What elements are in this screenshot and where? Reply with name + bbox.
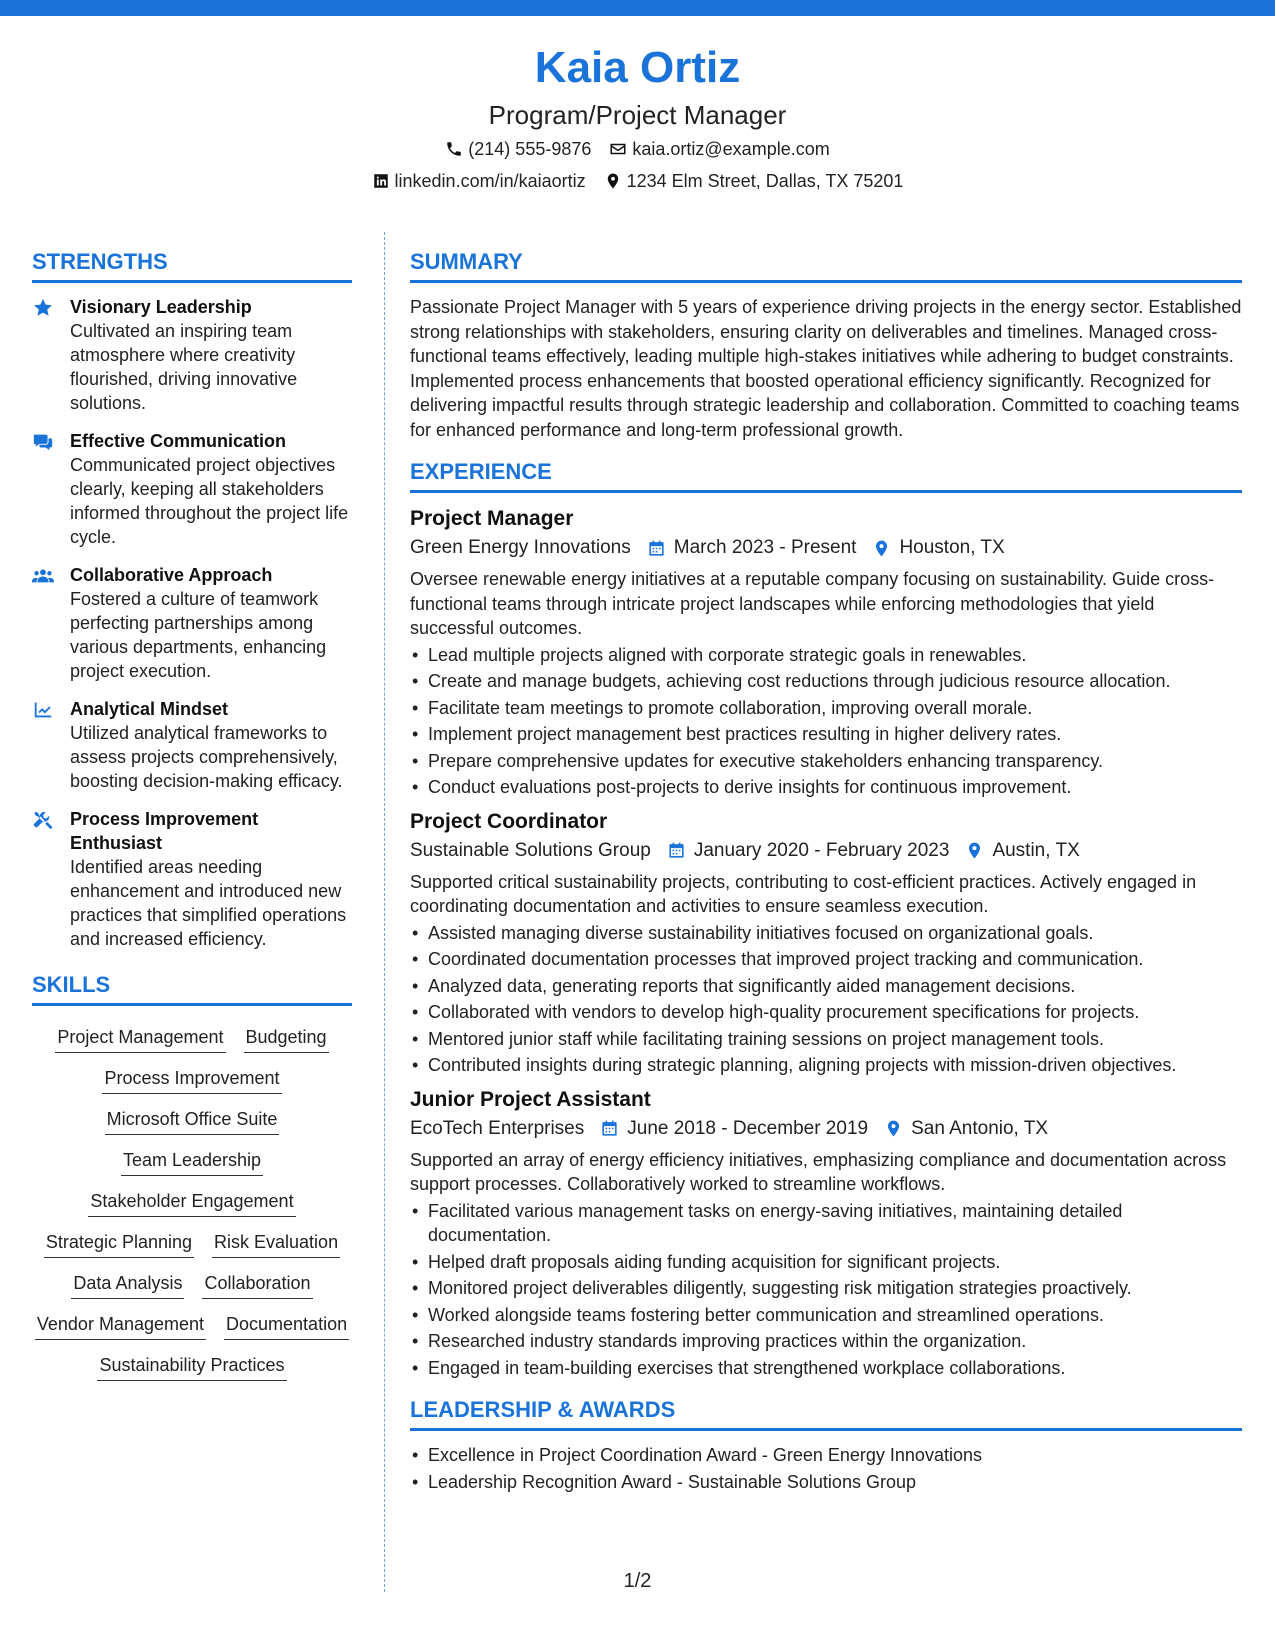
chart-line-icon [32, 699, 54, 721]
email-contact[interactable] [609, 134, 829, 164]
job-entry [410, 505, 1242, 800]
address-text: 1234 Elm Street, Dallas, TX 75201 [626, 171, 904, 191]
experience-heading: EXPERIENCE [410, 458, 1242, 493]
job-bullets [410, 643, 1242, 800]
contact-line-2 [0, 166, 1275, 196]
award-item: • Leadership Recognition Award - Sustainable Solutions Group [410, 1470, 1242, 1495]
job-title: Project Coordinator [410, 809, 608, 833]
job-meta [410, 533, 1242, 563]
job-meta [410, 1114, 1242, 1144]
job-company: Green Energy Innovations [410, 537, 631, 558]
address-contact [604, 166, 904, 196]
bullet-item: • Contributed insights during strategic planning, aligning projects with mission-driven objectives. [410, 1053, 1242, 1078]
bullet-item: • Worked alongside teams fostering better communication and streamlined operations. [410, 1303, 1242, 1328]
awards-list [410, 1443, 1242, 1494]
strength-item [32, 295, 352, 415]
strength-title: Process Improvement Enthusiast [70, 809, 259, 853]
job-bullets [410, 921, 1242, 1078]
bullet-item: • Mentored junior staff while facilitating training sessions on project management tools. [410, 1027, 1242, 1052]
job-dates: March 2023 - Present [673, 537, 857, 558]
chat-icon [32, 431, 54, 453]
job-title: Project Manager [410, 507, 574, 530]
bullet-item: • Create and manage budgets, achieving cost reductions through judicious resource allocation. [410, 669, 1242, 694]
linkedin-text: linkedin.com/in/kaiaortiz [394, 171, 586, 191]
skill-tag: Stakeholder Engagement [88, 1188, 295, 1217]
skill-tag: Vendor Management [35, 1311, 206, 1340]
skill-tag: Sustainability Practices [97, 1352, 286, 1381]
star-icon [32, 297, 54, 319]
strength-title: Analytical Mindset [70, 699, 229, 719]
contact-line-1 [0, 134, 1275, 164]
job-company: EcoTech Enterprises [410, 1117, 585, 1139]
awards-heading: LEADERSHIP & AWARDS [410, 1396, 1242, 1431]
phone-icon [445, 140, 463, 158]
summary-heading: SUMMARY [410, 248, 1242, 283]
job-dates: June 2018 - December 2019 [627, 1117, 869, 1139]
strength-desc: Utilized analytical frameworks to assess projects comprehensively, boosting decision-making efficacy. [70, 723, 343, 791]
bullet-item: • Facilitated various management tasks on energy-saving initiatives, maintaining detailed documentation. [410, 1199, 1242, 1248]
candidate-role: Program/Project Manager [488, 100, 787, 130]
skill-tag: Risk Evaluation [212, 1229, 340, 1258]
strength-desc: Fostered a culture of teamwork perfecting partnerships among various departments, enhancing project execution. [70, 589, 327, 681]
map-pin-icon [872, 539, 891, 558]
bullet-item: • Collaborated with vendors to develop high-quality procurement specifications for projects. [410, 1000, 1242, 1025]
strengths-heading: STRENGTHS [32, 248, 352, 283]
skill-tag: Project Management [55, 1024, 225, 1053]
bullet-item: • Engaged in team-building exercises that strengthened workplace collaborations. [410, 1356, 1242, 1381]
bullet-item: • Lead multiple projects aligned with corporate strategic goals in renewables. [410, 643, 1242, 668]
bullet-item: • Conduct evaluations post-projects to derive insights for continuous improvement. [410, 775, 1242, 800]
strength-item [32, 429, 352, 549]
bullet-item: • Assisted managing diverse sustainability initiatives focused on organizational goals. [410, 921, 1242, 946]
strength-item [32, 807, 352, 951]
strength-desc: Cultivated an inspiring team atmosphere where creativity flourished, driving innovative solutions. [70, 321, 298, 413]
job-entry [410, 1086, 1242, 1381]
map-pin-icon [884, 1119, 903, 1138]
job-description: Supported an array of energy efficiency initiatives, emphasizing compliance and documentation across support processes. Collaboratively worked to streamline workflows. [410, 1149, 1227, 1194]
bullet-item: • Implement project management best practices resulting in higher delivery rates. [410, 722, 1242, 747]
award-item: • Excellence in Project Coordination Award - Green Energy Innovations [410, 1443, 1242, 1468]
strength-desc: Identified areas needing enhancement and introduced new practices that simplified operations and increased efficiency. [70, 857, 347, 949]
tools-icon [32, 809, 54, 831]
users-icon [32, 565, 54, 587]
map-pin-icon [604, 172, 622, 190]
job-company: Sustainable Solutions Group [410, 839, 651, 861]
strength-title: Visionary Leadership [70, 297, 252, 317]
top-accent-bar [0, 0, 1275, 16]
column-divider [384, 232, 385, 1592]
bullet-item: • Monitored project deliverables diligently, suggesting risk mitigation strategies proactively. [410, 1276, 1242, 1301]
calendar-icon [600, 1119, 619, 1138]
job-description: Supported critical sustainability projects, contributing to cost-efficient practices. Actively engaged in coordinating documentation and activities to ensure seamless execution. [410, 871, 1197, 916]
strength-item [32, 563, 352, 683]
left-column [32, 248, 352, 1381]
strength-title: Effective Communication [70, 431, 287, 451]
job-location: San Antonio, TX [911, 1117, 1049, 1139]
envelope-icon [609, 140, 627, 158]
candidate-name: Kaia Ortiz [534, 43, 741, 92]
job-description: Oversee renewable energy initiatives at a reputable company focusing on sustainability. Guide cross-functional teams through intricate project landscapes while enforcing methodologies that yield successful outcomes. [410, 569, 1215, 638]
map-pin-icon [965, 841, 984, 860]
calendar-icon [667, 841, 686, 860]
skill-tag: Budgeting [244, 1024, 329, 1053]
job-location: Austin, TX [992, 839, 1080, 861]
skill-tag: Microsoft Office Suite [105, 1106, 280, 1135]
page-number: 1/2 [623, 1570, 652, 1592]
bullet-item: • Helped draft proposals aiding funding acquisition for significant projects. [410, 1250, 1242, 1275]
calendar-icon [647, 539, 666, 558]
phone-text: (214) 555-9876 [468, 139, 592, 159]
bullet-item: • Prepare comprehensive updates for executive stakeholders enhancing transparency. [410, 749, 1242, 774]
skill-tag: Collaboration [202, 1270, 312, 1299]
bullet-item: • Analyzed data, generating reports that significantly aided management decisions. [410, 974, 1242, 999]
skill-tag: Team Leadership [121, 1147, 263, 1176]
linkedin-contact[interactable] [372, 166, 586, 196]
skills-heading: SKILLS [32, 971, 352, 1006]
summary-text: Passionate Project Manager with 5 years of experience driving projects in the energy sector. Established strong relationships with stakeholders, ensuring clarity on deliverables and timelines. Managed cross-functional teams effectively, leading multiple high-stakes initiatives while adhering to budget constraints. Implemented process enhancements that boosted operational efficiency significantly. Recognized for delivering impactful results through strategic leadership and collaboration. Committed to coaching teams for enhanced performance and long-term professional growth. [410, 297, 1242, 440]
job-meta [410, 836, 1242, 866]
strength-desc: Communicated project objectives clearly, keeping all stakeholders informed throughout the project life cycle. [70, 455, 349, 547]
job-title: Junior Project Assistant [410, 1087, 651, 1111]
bullet-item: • Coordinated documentation processes that improved project tracking and communication. [410, 947, 1242, 972]
bullet-item: • Researched industry standards improving practices within the organization. [410, 1329, 1242, 1354]
right-column [410, 248, 1242, 1496]
email-text: kaia.ortiz@example.com [632, 139, 830, 159]
linkedin-icon [372, 172, 390, 190]
bullet-item: • Facilitate team meetings to promote collaboration, improving overall morale. [410, 696, 1242, 721]
skill-tag: Strategic Planning [44, 1229, 194, 1258]
skills-list [32, 1018, 352, 1381]
strength-title: Collaborative Approach [70, 565, 273, 585]
strength-item [32, 697, 352, 793]
skill-tag: Process Improvement [102, 1065, 281, 1094]
phone-contact [445, 134, 591, 164]
skill-tag: Data Analysis [71, 1270, 184, 1299]
job-bullets [410, 1199, 1242, 1381]
job-dates: January 2020 - February 2023 [693, 839, 950, 861]
job-entry [410, 808, 1242, 1078]
skill-tag: Documentation [224, 1311, 349, 1340]
resume-header [0, 40, 1275, 196]
job-location: Houston, TX [899, 537, 1005, 558]
